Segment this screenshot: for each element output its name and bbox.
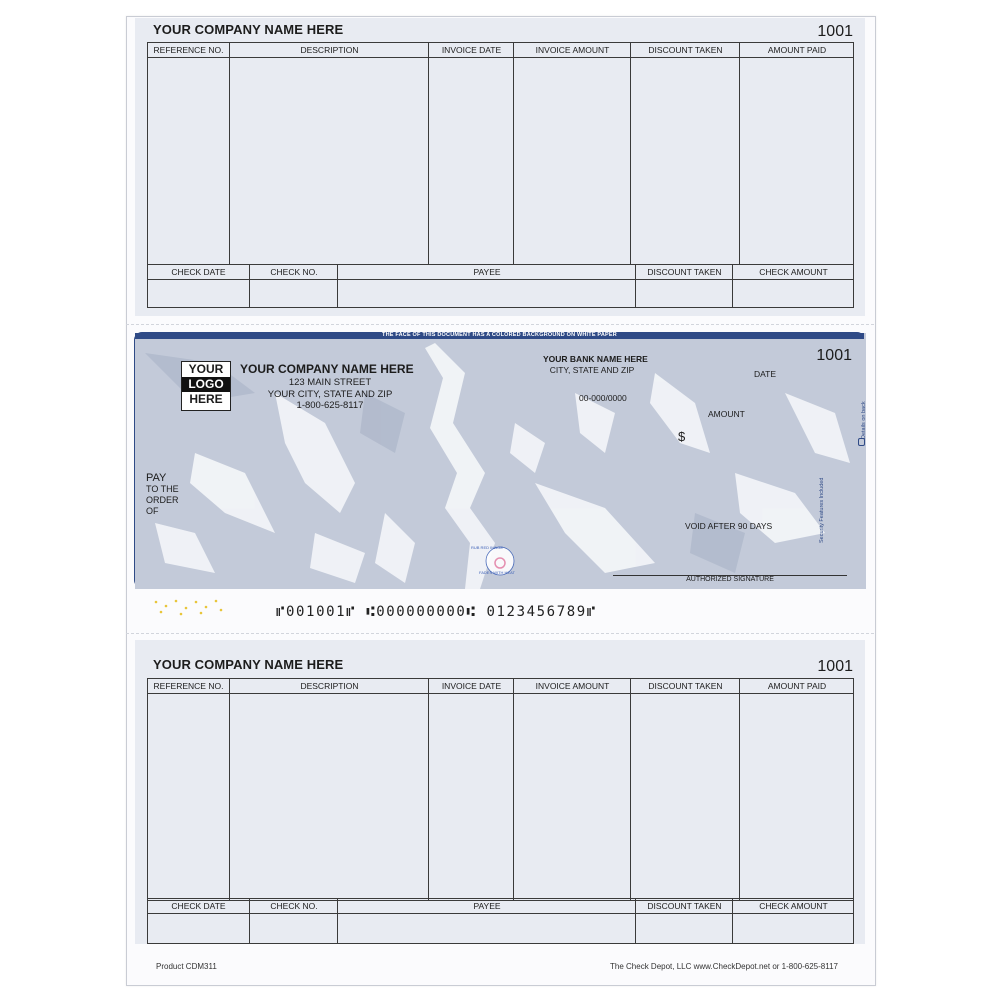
stub-company-name: YOUR COMPANY NAME HERE <box>153 657 344 672</box>
header-invoice-date: INVOICE DATE <box>429 43 514 58</box>
perforation-top <box>126 324 874 325</box>
col-invoice-date <box>428 43 514 264</box>
stub-check-number: 1001 <box>817 23 853 40</box>
bottom-voucher-stub <box>135 640 865 944</box>
company-phone: 1-800-625-8117 <box>296 400 364 411</box>
header-description: DESCRIPTION <box>230 43 429 58</box>
top-voucher-stub <box>135 18 865 316</box>
summary-table <box>147 898 854 944</box>
logo-line-3: HERE <box>189 392 223 406</box>
col-payee <box>337 265 636 307</box>
stub-company-name: YOUR COMPANY NAME HERE <box>153 22 344 37</box>
padlock-icon <box>858 438 865 446</box>
col-check-amount <box>732 265 854 307</box>
authorized-signature-label: AUTHORIZED SIGNATURE <box>686 576 774 583</box>
seal-text-top: RUB RED IMAGE <box>471 545 504 550</box>
product-code: Product CDM311 <box>156 962 217 971</box>
header-invoice-amount: INVOICE AMOUNT <box>514 43 631 58</box>
perforation-bottom <box>126 633 874 634</box>
header-payee: PAYEE <box>338 899 636 914</box>
to-the-order-line-2: ORDER <box>146 495 179 505</box>
header-description: DESCRIPTION <box>230 679 429 694</box>
stub-check-number: 1001 <box>817 658 853 675</box>
col-invoice-amount <box>513 679 631 900</box>
col-description <box>229 43 429 264</box>
header-payee: PAYEE <box>338 265 636 280</box>
invoice-table <box>147 678 854 901</box>
to-the-order-line-1: TO THE <box>146 484 179 494</box>
dollar-sign: $ <box>678 429 686 444</box>
pay-label: PAY <box>146 472 167 484</box>
header-discount-taken: DISCOUNT TAKEN <box>631 43 740 58</box>
col-discount-taken <box>630 679 740 900</box>
header-check-amount: CHECK AMOUNT <box>733 265 854 280</box>
header-summary-discount: DISCOUNT TAKEN <box>636 899 733 914</box>
check-number: 1001 <box>816 347 852 364</box>
to-the-order-line-3: OF <box>146 506 159 516</box>
header-summary-discount: DISCOUNT TAKEN <box>636 265 733 280</box>
header-invoice-date: INVOICE DATE <box>429 679 514 694</box>
col-invoice-amount <box>513 43 631 264</box>
details-on-back-text: Details on back <box>861 401 867 439</box>
seal-text-bottom: FADES WITH HEAT <box>479 570 515 575</box>
header-amount-paid: AMOUNT PAID <box>740 43 854 58</box>
logo-line-1: YOUR <box>188 362 224 376</box>
header-reference-no: REFERENCE NO. <box>148 43 229 58</box>
company-street: 123 MAIN STREET <box>288 377 372 388</box>
col-amount-paid <box>739 679 854 900</box>
header-check-amount: CHECK AMOUNT <box>733 899 854 914</box>
col-summary-discount <box>635 265 733 307</box>
col-invoice-date <box>428 679 514 900</box>
header-check-date: CHECK DATE <box>148 265 249 280</box>
header-check-no: CHECK NO. <box>250 265 338 280</box>
col-discount-taken <box>630 43 740 264</box>
micr-line: ⑈001001⑈ ⑆000000000⑆ 0123456789⑈ <box>276 604 597 620</box>
summary-table <box>147 264 854 308</box>
col-description <box>229 679 429 900</box>
check-face <box>134 332 865 588</box>
header-amount-paid: AMOUNT PAID <box>740 679 854 694</box>
header-discount-taken: DISCOUNT TAKEN <box>631 679 740 694</box>
header-invoice-amount: INVOICE AMOUNT <box>514 679 631 694</box>
col-check-date <box>148 265 249 307</box>
col-amount-paid <box>739 43 854 264</box>
security-features-text: Security Features Included <box>819 477 825 543</box>
col-summary-discount <box>635 899 733 943</box>
routing-fraction: 00-000/0000 <box>579 393 627 403</box>
col-check-no <box>249 265 338 307</box>
col-check-no <box>249 899 338 943</box>
background-notice: THE FACE OF THIS DOCUMENT HAS A COLORED BACKGROUND ON WHITE PAPER <box>382 332 617 338</box>
col-payee <box>337 899 636 943</box>
bank-name: YOUR BANK NAME HERE <box>543 354 648 364</box>
col-check-amount <box>732 899 854 943</box>
header-reference-no: REFERENCE NO. <box>148 679 229 694</box>
col-reference-no <box>148 679 229 900</box>
logo-line-2: LOGO <box>182 377 230 392</box>
vendor-info: The Check Depot, LLC www.CheckDepot.net or 1-800-625-8117 <box>610 962 838 971</box>
invoice-table <box>147 42 854 265</box>
company-address-block <box>240 377 420 412</box>
to-the-order-of <box>146 484 179 517</box>
header-check-date: CHECK DATE <box>148 899 249 914</box>
col-reference-no <box>148 43 229 264</box>
header-check-no: CHECK NO. <box>250 899 338 914</box>
check-company-name: YOUR COMPANY NAME HERE <box>240 362 414 376</box>
security-stars-icon <box>150 596 230 618</box>
void-notice: VOID AFTER 90 DAYS <box>685 521 773 531</box>
logo-placeholder <box>181 361 231 411</box>
date-label: DATE <box>754 369 777 379</box>
company-city-state-zip: YOUR CITY, STATE AND ZIP <box>267 388 393 400</box>
amount-label: AMOUNT <box>708 409 745 419</box>
col-check-date <box>148 899 249 943</box>
bank-city-state-zip: CITY, STATE AND ZIP <box>549 365 635 375</box>
